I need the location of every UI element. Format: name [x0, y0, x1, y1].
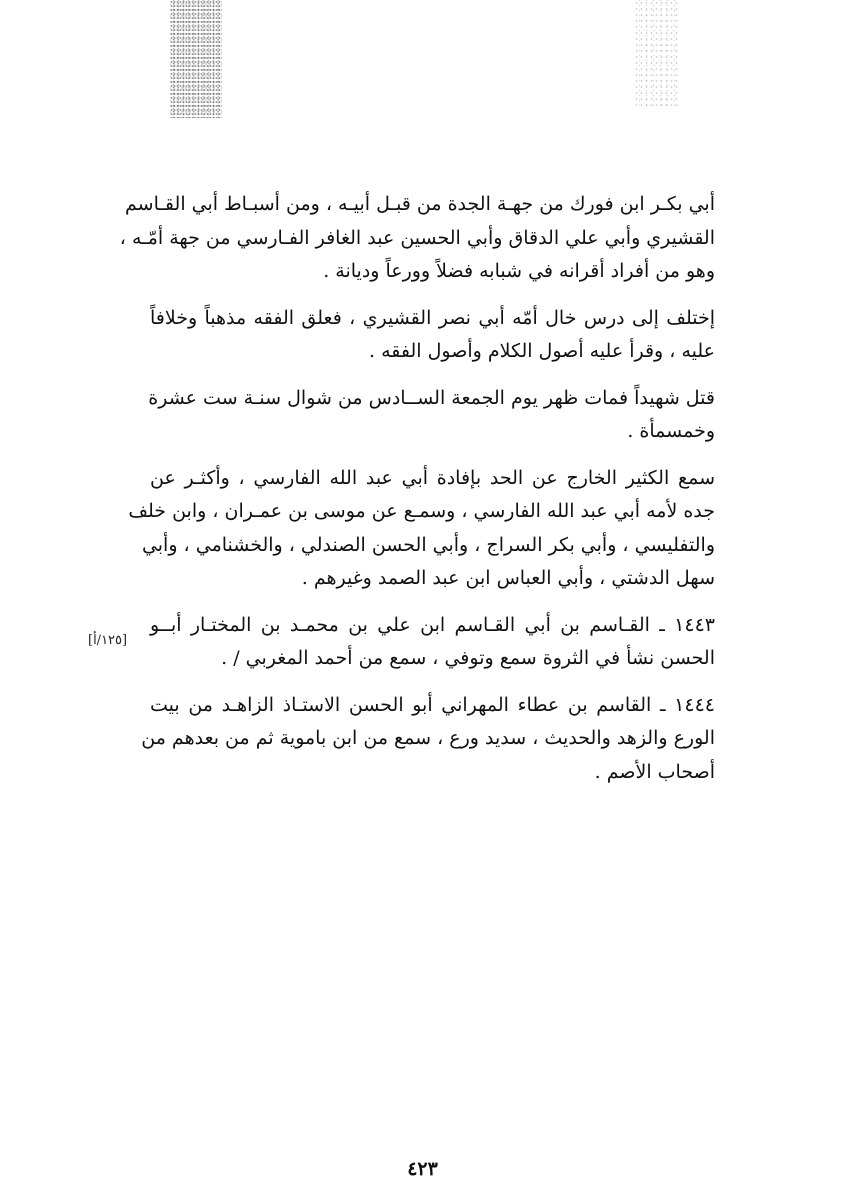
text-line: أصحاب الأصم .: [594, 760, 715, 783]
text-line: القشيري وأبي علي الدقاق وأبي الحسين عبد الغافر الفـارسي من جهة أمّـه ،: [119, 226, 715, 249]
text-line: سهل الدشتي ، وأبي العباس ابن عبد الصمد وغيرهم .: [301, 567, 715, 589]
text-line: إختلف إلى درس خال أمّه أبي نصر القشيري ، فعلق الفقه مذهباً وخلافاً: [150, 306, 715, 329]
paragraph: [128, 462, 715, 596]
entry-1443: [150, 609, 715, 676]
text-line: عليه ، وقرأ عليه أصول الكلام وأصول الفقه .: [369, 340, 715, 362]
scan-speckle-left: [170, 0, 222, 118]
text-line: والتفليسي ، وأبي بكر السراج ، وأبي الحسن الصندلي ، والخشنامي ، وأبي: [141, 533, 715, 556]
entry-1444: [141, 689, 715, 790]
text-line: ١٤٤٤ ـ القاسم بن عطاء المهراني أبو الحسن الاستـاذ الزاهـد من بيت: [150, 693, 715, 716]
scan-speckle-right: [634, 0, 678, 106]
text-line: سمع الكثير الخارج عن الحد بإفادة أبي عبد الله الفارسي ، وأكثـر عن: [150, 466, 715, 489]
text-line: الورع والزهد والحديث ، سديد ورع ، سمع من ابن باموية ثم من بعدهم من: [141, 727, 715, 749]
paragraph: [150, 382, 715, 449]
paragraph: [119, 188, 715, 289]
main-text: [119, 188, 715, 802]
text-line: جده لأمه أبي عبد الله الفارسي ، وسمـع عن موسى بن عمـران ، وابن خلف: [128, 500, 715, 522]
text-line: أبي بكـر ابن فورك من جهـة الجدة من قبـل أبيـه ، ومن أسبـاط أبي القـاسم: [125, 193, 715, 215]
text-line: الحسن نشأ في الثروة سمع وتوفي ، سمع من أحمد المغربي / .: [221, 647, 715, 669]
paragraph: [150, 302, 715, 369]
page-number: ٤٢٣: [407, 1158, 438, 1180]
manuscript-folio-note: [١٢٥/أ]: [88, 633, 128, 648]
text-line: وهو من أفراد أقرانه في شبابه فضلاً وورعاً وديانة .: [323, 260, 715, 282]
text-line: وخمسمأة .: [627, 420, 715, 442]
text-line: قتل شهيداً فمات ظهر يوم الجمعة الســادس من شوال سنـة ست عشرة: [148, 386, 715, 409]
text-line: ١٤٤٣ ـ القـاسم بن أبي القـاسم ابن علي بن محمـد بن المختـار أبــو: [150, 613, 715, 636]
